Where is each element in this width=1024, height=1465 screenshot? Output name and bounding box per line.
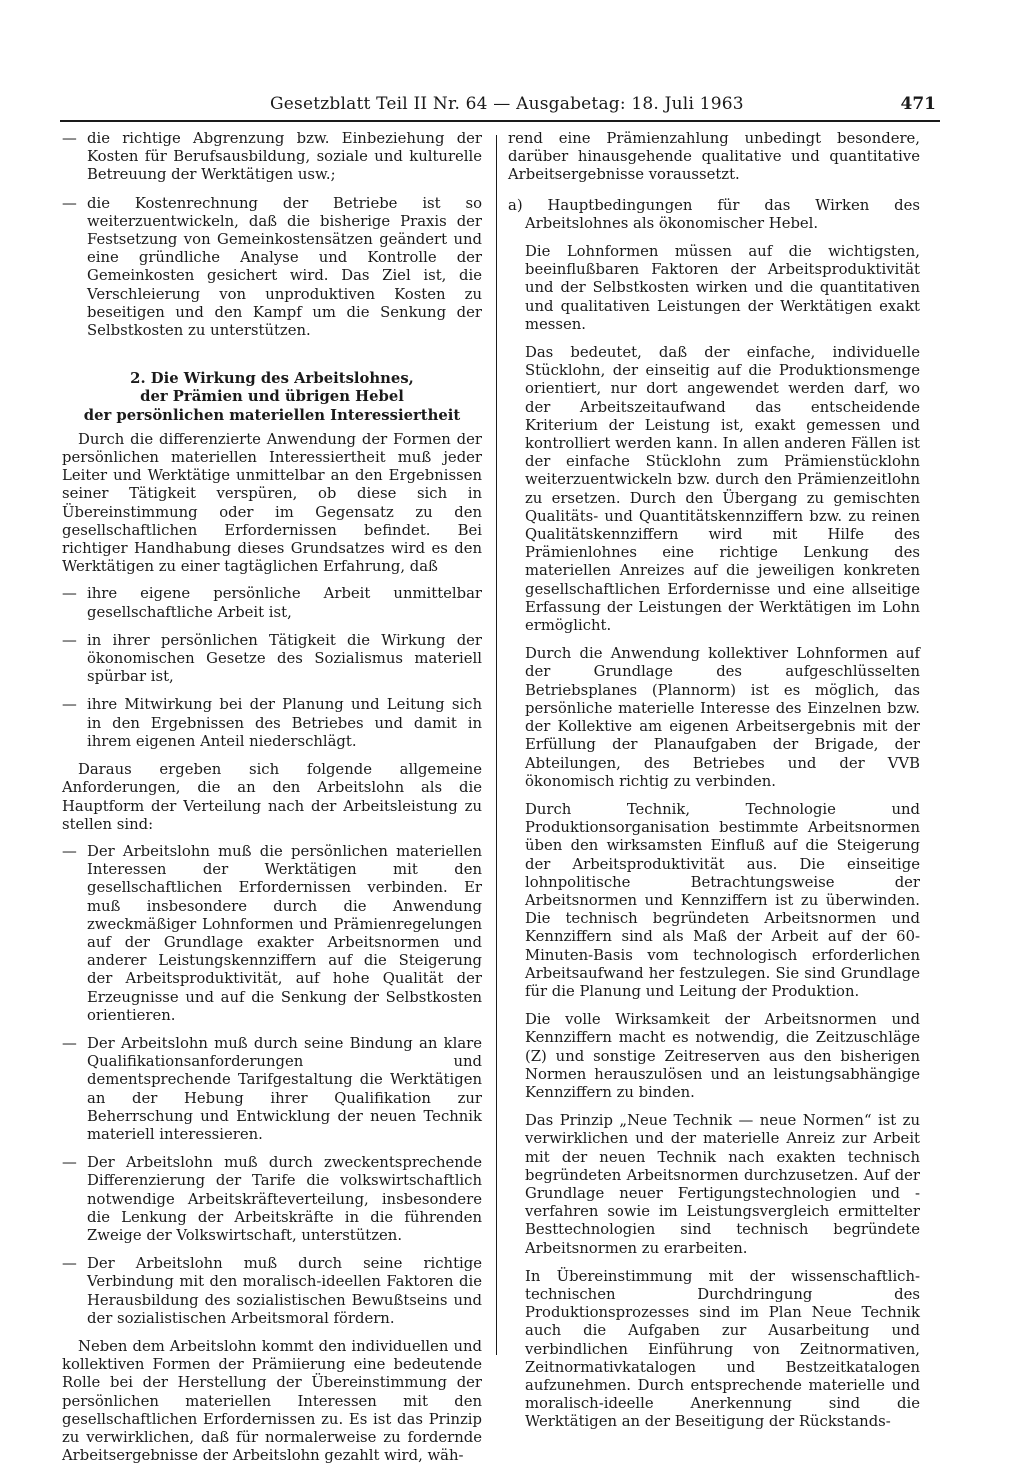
bullet-text: Der Arbeitslohn muß durch seine Bindung an klare Qualifikationsanforderungen und dementsprechende Tarifgestaltung die Werktätigen an der Hebung ihrer Qualifikation zur Beherrschung und Entwicklung der neuen Technik materiell interessieren.	[87, 1034, 482, 1143]
requirements-intro: Daraus ergeben sich folgende allgemeine Anforderungen, die an den Arbeitslohn als die Hauptform der Verteilung nach der Arbeitsleistung zu stellen sind:	[62, 761, 482, 833]
bullet-item	[62, 1154, 482, 1245]
dash-mark: —	[62, 631, 77, 649]
bullet-text: die richtige Abgrenzung bzw. Einbeziehung der Kosten für Berufsausbildung, soziale und kulturelle Betreuung der Werktätigen usw.;	[87, 130, 482, 184]
bullet-item	[62, 130, 482, 185]
right-column	[508, 130, 920, 1431]
dash-mark: —	[62, 194, 77, 212]
closing-paragraph: Neben dem Arbeitslohn kommt den individuellen und kollektiven Formen der Prämiierung eine bedeutende Rolle bei der Herstellung der Übereinstimmung der persönlichen materiellen Interessen mit den gesellschaftlichen Erfordernissen zu. Es ist das Prinzip zu verwirklichen, daß für normalerweise zu fordernde Arbeitsergebnisse der Arbeitslohn gezahlt wird, wäh-	[62, 1337, 482, 1465]
body-paragraph: Durch Technik, Technologie und Produktionsorganisation bestimmte Arbeitsnormen üben den wirksamsten Einfluß auf die Steigerung der Arbeitsproduktivität aus. Die einseitige lohnpolitische Betrachtungsweise der Arbeitsnormen und Kennziffern ist zu überwinden. Die technisch begründeten Arbeitsnormen und Kennziffern sind als Maß der Arbeit auf der 60-Minuten-Basis vom technologisch erforderlichen Arbeitsaufwand her festzulegen. Sie sind Grundlage für die Planung und Leitung der Produktion.	[525, 800, 920, 1000]
section-heading-line: der Prämien und übrigen Hebel	[140, 388, 404, 406]
continuation-paragraph: rend eine Prämienzahlung unbedingt besondere, darüber hinausgehende qualitative und quantitative Arbeitsergebnisse voraussetzt.	[508, 130, 920, 184]
bullet-text: in ihrer persönlichen Tätigkeit die Wirkung der ökonomischen Gesetze des Sozialismus materiell spürbar ist,	[87, 631, 482, 686]
bullet-text: Der Arbeitslohn muß die persönlichen materiellen Interessen der Werktätigen mit den gesellschaftlichen Erfordernissen verbinden. Er muß insbesondere durch die Anwendung zweckmäßiger Lohnformen und Prämienregelungen auf der Grundlage exakter Arbeitsnormen und anderer Leistungskennziffern auf die Steigerung der Arbeitsproduktivität, auf hohe Qualität der Erzeugnisse und auf die Senkung der Selbstkosten orientieren.	[87, 842, 482, 1024]
subsection-heading: a) Hauptbedingungen für das Wirken des Arbeitslohnes als ökonomischer Hebel.	[508, 196, 920, 232]
dash-mark: —	[62, 1034, 77, 1052]
bullet-text: Der Arbeitslohn muß durch seine richtige Verbindung mit den moralisch-ideellen Faktoren die Herausbildung des sozialistischen Bewußtseins und der sozialistischen Arbeitsmoral fördern.	[87, 1255, 482, 1327]
body-paragraph: Das bedeutet, daß der einfache, individuelle Stücklohn, der einseitig auf die Produktionsmenge orientiert, nur dort angewendet werden darf, wo der Arbeitszeitaufwand das entscheidende Kriterium der Leistung ist, exakt gemessen und kontrolliert werden kann. In allen anderen Fällen ist der einfache Stücklohn zum Prämienstücklohn weiterzuentwickeln bzw. durch den Prämienzeitlohn zu ersetzen. Durch den Übergang zu gemischten Qualitäts- und Quantitätskennziffern bzw. zu reinen Qualitätskennziffern wird mit Hilfe des Prämienlohnes eine richtige Lenkung des materiellen Anreizes auf die jeweiligen konkreten gesellschaftlichen Erfordernisse und eine allseitige Erfassung der Leistungen der Werktätigen im Lohn ermöglicht.	[525, 344, 920, 635]
body-paragraph: Durch die Anwendung kollektiver Lohnformen auf der Grundlage des aufgeschlüsselten Betriebsplanes (Plannorm) ist es möglich, das persönliche materielle Interesse des Einzelnen bzw. der Kollektive am eigenen Arbeitsergebnis mit der Erfüllung der Planaufgaben der Brigade, der Abteilungen, des Betriebes und der VVB ökonomisch richtig zu verbinden.	[525, 645, 920, 790]
section-heading-line: der persönlichen materiellen Interessiertheit	[83, 406, 461, 424]
body-paragraph: In Übereinstimmung mit der wissenschaftlich-technischen Durchdringung des Produktionsprozesses sind im Plan Neue Technik auch die Aufgaben zur Ausarbeitung und verbindlichen Einführung von Zeitnormativen, Zeitnormativkatalogen und Bestzeitkatalogen aufzunehmen. Durch entsprechende materielle und moralisch-ideelle Anerkennung sind die Werktätigen an der Beseitigung der Rückstands-	[525, 1267, 920, 1431]
bullet-item	[62, 632, 482, 687]
dash-mark: —	[62, 1255, 77, 1273]
bullet-item	[62, 585, 482, 621]
dash-mark: —	[62, 1154, 77, 1172]
bullet-item	[62, 696, 482, 751]
dash-mark: —	[62, 842, 77, 860]
body-paragraph: Die Lohnformen müssen auf die wichtigsten, beeinflußbaren Faktoren der Arbeitsproduktivität und der Selbstkosten wirken und die quantitativen und qualitativen Leistungen der Werktätigen exakt messen.	[525, 243, 920, 333]
header-title: Gesetzblatt Teil II Nr. 64 — Ausgabetag: 18. Juli 1963	[270, 94, 744, 114]
bullet-text: Der Arbeitslohn muß durch zweckentsprechende Differenzierung der Tarife die volkswirtschaftlich notwendige Arbeitskräfteverteilung, insbesondere die Lenkung der Arbeitskräfte in die führenden Zweige der Volkswirtschaft, unterstützen.	[87, 1154, 482, 1244]
bullet-text: ihre eigene persönliche Arbeit unmittelbar gesellschaftliche Arbeit ist,	[87, 585, 482, 621]
section-heading	[62, 370, 482, 425]
bullet-text: die Kostenrechnung der Betriebe ist so weiterzuentwickeln, daß die bisherige Praxis der Festsetzung von Gemeinkostensätzen geändert und eine gründliche Analyse und Kontrolle der Gemeinkosten gesichert wird. Das Ziel ist, die Verschleierung von unproduktiven Kosten zu beseitigen und den Kampf um die Senkung der Selbstkosten zu unterstützen.	[87, 194, 482, 340]
column-divider	[496, 135, 497, 1355]
page-number: 471	[900, 94, 936, 114]
dash-mark: —	[62, 696, 77, 714]
dash-mark: —	[62, 130, 77, 147]
left-column	[62, 130, 482, 1465]
bullet-item	[62, 1035, 482, 1144]
dash-mark: —	[62, 585, 77, 603]
body-paragraph: Das Prinzip „Neue Technik — neue Normen“ ist zu verwirklichen und der materielle Anreiz zur Arbeit mit der neuen Technik nach exakten technisch begründeten Arbeitsnormen durchzusetzen. Auf der Grundlage neuer Fertigungstechnologien und -verfahren sowie im Leistungsvergleich ermittelter Besttechnologien sind technisch begründete Arbeitsnormen zu erarbeiten.	[525, 1112, 920, 1257]
bullet-item	[62, 843, 482, 1025]
section-heading-line: 2. Die Wirkung des Arbeitslohnes,	[130, 370, 414, 388]
bullet-text: ihre Mitwirkung bei der Planung und Leitung sich in den Ergebnissen des Betriebes und damit in ihrem eigenen Anteil niederschlägt.	[87, 696, 482, 750]
page-header	[60, 88, 940, 122]
bullet-item	[62, 195, 482, 341]
intro-paragraph: Durch die differenzierte Anwendung der Formen der persönlichen materiellen Interessiertheit muß jeder Leiter und Werktätige unmittelbar an den Ergebnissen seiner Tätigkeit verspüren, ob diese sich in Übereinstimmung oder im Gegensatz zu den gesellschaftlichen Erfordernissen befindet. Bei richtiger Handhabung dieses Grundsatzes wird es den Werktätigen zu einer tagtäglichen Erfahrung, daß	[62, 430, 482, 576]
bullet-item	[62, 1255, 482, 1328]
body-paragraph: Die volle Wirksamkeit der Arbeitsnormen und Kennziffern macht es notwendig, die Zeitzuschläge (Z) und sonstige Zeitreserven aus den bisherigen Normen herauszulösen und an leistungsabhängige Kennziffern zu binden.	[525, 1011, 920, 1101]
